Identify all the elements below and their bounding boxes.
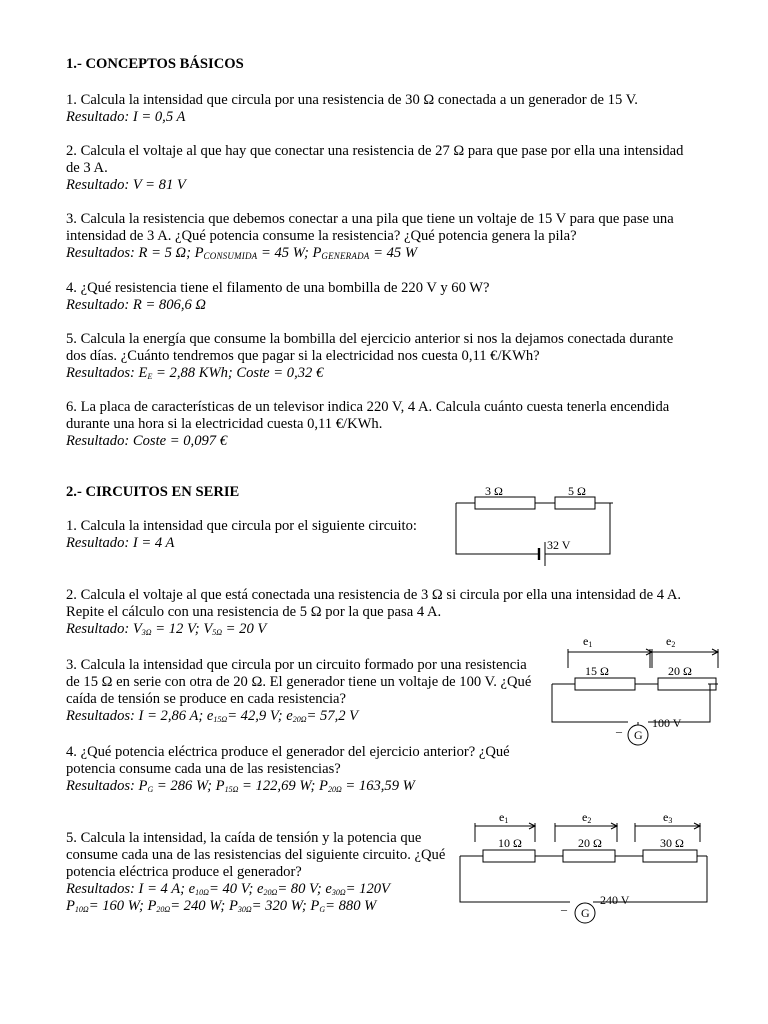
resistor-10-ohm xyxy=(483,850,535,862)
exercise-result: Resultados: I = 4 A; $e_{10\Omega}= 40$ V; $e_{20\Omega}= 80$ V; $e_{30\Omega}= 120V$ xyxy=(66,881,390,897)
resistor-label: 3 Ω xyxy=(485,484,503,498)
exercise-result: Resultados: R = 5 Ω; $P_{CONSUMIDA} = 45$ W; $P_{GENERADA} = 45$ W xyxy=(66,245,418,261)
exercise-result: Resultado: V = 81 V xyxy=(66,177,186,193)
resistor-5-ohm xyxy=(555,497,595,509)
exercise-result: Resultado: Coste = 0,097 € xyxy=(66,433,228,449)
exercise-text: de 3 A. xyxy=(66,160,108,176)
circuit-diagram-1 xyxy=(450,482,620,567)
exercise-result: Resultado: I = 4 A xyxy=(66,535,175,551)
exercise-text: 5. Calcula la intensidad, la caída de tensión y la potencia que xyxy=(66,830,422,846)
exercise-text: 5. Calcula la energía que consume la bombilla del ejercicio anterior si nos la dejamos conectada durante xyxy=(66,331,674,347)
exercise-2-3 xyxy=(66,657,531,725)
exercise-text: 4. ¿Qué resistencia tiene el filamento de una bombilla de 220 V y 60 W? xyxy=(66,280,490,296)
section-title-series-circuits: 2.- CIRCUITOS EN SERIE xyxy=(66,484,240,500)
exercise-result: Resultados: $P_G = 286$ W; $P_{15\Omega} = 122,69$ W; $P_{20\Omega} = 163,59$ W xyxy=(66,778,415,794)
exercise-text: consume cada una de las resistencias del siguiente circuito. ¿Qué xyxy=(66,847,446,863)
generator-label: G xyxy=(581,906,590,920)
exercise-1-6 xyxy=(66,399,669,450)
exercise-1-2 xyxy=(66,143,683,194)
resistor-20-ohm xyxy=(563,850,615,862)
exercise-text: intensidad de 3 A. ¿Qué potencia consume la resistencia? ¿Qué potencia genera la pila? xyxy=(66,228,577,244)
resistor-label: 20 Ω xyxy=(668,664,692,678)
exercise-result: Resultado: $V_{3\Omega} = 12$ V; $V_{5\Omega} = 20$ V xyxy=(66,621,267,637)
exercise-text: caída de tensión se produce en cada resistencia? xyxy=(66,691,346,707)
minus-sign: – xyxy=(616,724,622,738)
exercise-text: durante una hora si la electricidad cuesta 0,11 €/KWh. xyxy=(66,416,383,432)
resistor-label: 10 Ω xyxy=(498,836,522,850)
resistor-15-ohm xyxy=(575,678,635,690)
exercise-1-5 xyxy=(66,331,673,382)
exercise-text: de 15 Ω en serie con otra de 20 Ω. El generador tiene un voltaje de 100 V. ¿Qué xyxy=(66,674,532,690)
resistor-label: 5 Ω xyxy=(568,484,586,498)
resistor-3-ohm xyxy=(475,497,535,509)
exercise-result: Resultado: I = 0,5 A xyxy=(66,109,186,125)
resistor-label: 15 Ω xyxy=(585,664,609,678)
exercise-1-4 xyxy=(66,280,490,314)
resistor-20-ohm xyxy=(658,678,716,690)
exercise-text: 6. La placa de características de un televisor indica 220 V, 4 A. Calcula cuánto cuesta tenerla encendida xyxy=(66,399,670,415)
voltage-drop-label: e1 xyxy=(499,810,509,825)
voltage-label: 100 V xyxy=(652,716,682,730)
exercise-text: Repite el cálculo con una resistencia de 5 Ω por la que pasa 4 A. xyxy=(66,604,442,620)
exercise-text: potencia eléctrica produce el generador? xyxy=(66,864,302,880)
section-title-basic-concepts: 1.- CONCEPTOS BÁSICOS xyxy=(66,56,244,72)
exercise-text: 2. Calcula el voltaje al que está conectada una resistencia de 3 Ω si circula por ella una intensidad de 4 A. xyxy=(66,587,682,603)
generator-label: G xyxy=(634,728,643,742)
exercise-result: Resultado: R = 806,6 Ω xyxy=(66,297,206,313)
voltage-drop-label: e2 xyxy=(582,810,592,825)
exercise-2-2 xyxy=(66,587,681,638)
exercise-text: 3. Calcula la intensidad que circula por un circuito formado por una resistencia xyxy=(66,657,527,673)
voltage-drop-label: e2 xyxy=(666,634,676,649)
exercise-text: dos días. ¿Cuánto tendremos que pagar si la electricidad nos cuesta 0,11 €/KWh? xyxy=(66,348,540,364)
exercise-text: potencia consume cada una de las resistencias? xyxy=(66,761,341,777)
exercise-result: $P_{10\Omega}= 160$ W; $P_{20\Omega}= 240$ W; $P_{30\Omega}= 320$ W; $P_G= 880$ W xyxy=(66,898,377,914)
exercise-text: 4. ¿Qué potencia eléctrica produce el generador del ejercicio anterior? ¿Qué xyxy=(66,744,510,760)
resistor-30-ohm xyxy=(643,850,697,862)
resistor-label: 30 Ω xyxy=(660,836,684,850)
exercise-text: 1. Calcula la intensidad que circula por una resistencia de 30 Ω conectada a un generador de 15 V. xyxy=(66,92,638,108)
resistor-label: 20 Ω xyxy=(578,836,602,850)
exercise-2-1 xyxy=(66,518,417,552)
circuit-diagram-2 xyxy=(550,632,720,752)
exercise-text: 3. Calcula la resistencia que debemos conectar a una pila que tiene un voltaje de 15 V para que pase una xyxy=(66,211,674,227)
exercise-1-1 xyxy=(66,92,638,126)
minus-sign: – xyxy=(561,902,567,916)
circuit-diagram-3 xyxy=(455,812,717,932)
exercise-1-3 xyxy=(66,211,674,262)
exercise-text: 1. Calcula la intensidad que circula por el siguiente circuito: xyxy=(66,518,417,534)
exercise-text: 2. Calcula el voltaje al que hay que conectar una resistencia de 27 Ω para que pase por ella una intensidad xyxy=(66,143,684,159)
voltage-label: 32 V xyxy=(547,538,571,552)
voltage-drop-label: e1 xyxy=(583,634,593,649)
voltage-drop-label: e3 xyxy=(663,810,673,825)
exercise-result: Resultados: $E_E = 2,88$ KWh; Coste = 0,32 € xyxy=(66,365,324,381)
voltage-label: 240 V xyxy=(600,893,630,907)
exercise-2-5 xyxy=(66,830,445,915)
exercise-2-4 xyxy=(66,744,510,795)
exercise-result: Resultados: I = 2,86 A; $e_{15\Omega}= 42,9$ V; $e_{20\Omega}= 57,2$ V xyxy=(66,708,359,724)
